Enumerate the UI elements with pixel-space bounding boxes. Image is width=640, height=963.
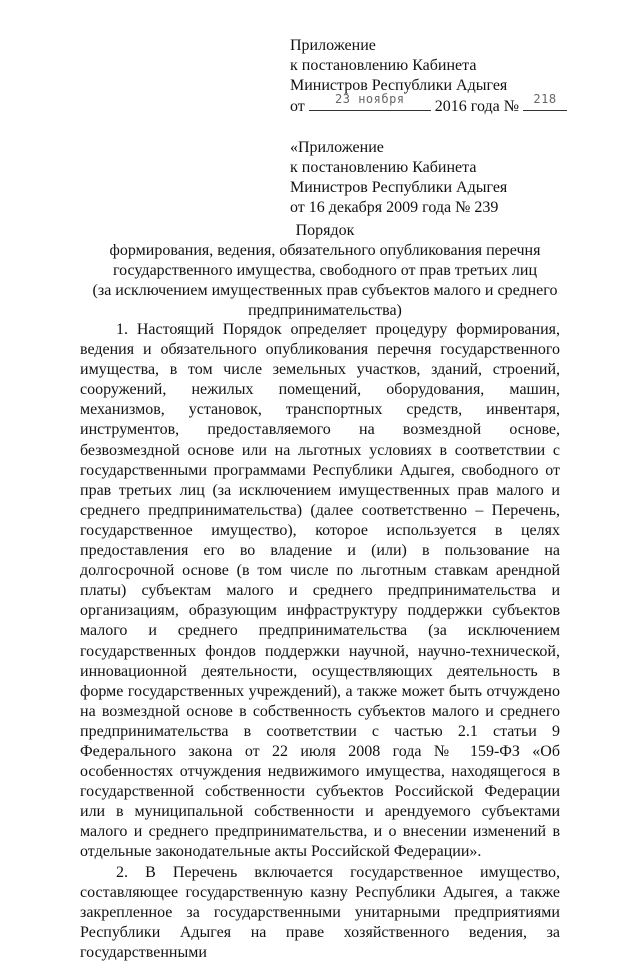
appendix-header: [290, 36, 590, 117]
number-blank: [523, 92, 567, 111]
previous-appendix-cabinet-line: Министров Республики Адыгея: [290, 179, 508, 196]
handwritten-date: 23 ноября: [335, 92, 405, 106]
handwritten-number: 218: [533, 92, 557, 106]
appendix-date-line: [290, 92, 590, 117]
paragraph-1: 1. Настоящий Порядок определяет процедуру формирования, ведения и обязательного опубликования перечня государственного имущества, в том числе земельных участков, зданий, строений, сооружений, нежилых помещений, оборудования, машин, механизмов, установок, транспортных средств, инвентаря, инструментов, предоставляемого на возмездной основе, безвозмездной основе или на льготных условиях в соответствии с государственными программами Республики Адыгея, свободного от прав третьих лиц (за исключением имущественных прав малого и среднего предпринимательства) (далее соответственно – Перечень, государственное имущество), которое используется в целях предоставления его во владение и (или) в пользование на долгосрочной основе (в том числе по льготным ставкам арендной платы) субъектам малого и среднего предпринимательства и организациям, образующим инфраструктуру поддержки субъектов малого и среднего предпринимательства (за исключением государственных фондов поддержки научной, научно-технической, инновационной деятельности, осуществляющих деятельность в форме государственных учреждений), а также может быть отчуждено на возмездной основе в собственность субъектов малого и среднего предпринимательства в соответствии с частью 2.1 статьи 9 Федерального закона от 22 июля 2008 года № 159-ФЗ «Об особенностях отчуждения недвижимого имущества, находящегося в государственной собственности субъектов Российской Федерации или в муниципальной собственности и арендуемого субъектами малого и среднего предпринимательства, и о внесении изменений в отдельные законодательные акты Российской Федерации».: [80, 321, 560, 861]
title-line-5: предпринимательства): [248, 302, 402, 319]
date-prefix: от: [290, 98, 305, 115]
date-blank: [309, 92, 431, 111]
previous-appendix-resolution-line: к постановлению Кабинета: [290, 159, 477, 176]
document-body: [80, 320, 560, 963]
date-suffix: 2016 года №: [434, 98, 519, 115]
title-word: Порядок: [295, 222, 355, 239]
appendix-resolution-line: к постановлению Кабинета: [290, 57, 477, 74]
previous-appendix-date-line: от 16 декабря 2009 года № 239: [290, 199, 499, 216]
appendix-label: Приложение: [290, 37, 376, 54]
document-title: [80, 221, 570, 321]
title-line-2: формирования, ведения, обязательного опубликования перечня: [109, 242, 541, 259]
paragraph-2: 2. В Перечень включается государственное имущество, составляющее государственную казну Республики Адыгея, а также закрепленное за государственными унитарными предприятиями Республики Адыгея на праве хозяйственного ведения, за государственными: [80, 863, 560, 961]
previous-appendix-label: «Приложение: [290, 139, 384, 156]
title-line-3: государственного имущества, свободного от прав третьих лиц: [112, 262, 538, 279]
previous-appendix: [290, 138, 590, 218]
title-line-4: (за исключением имущественных прав субъектов малого и среднего: [92, 282, 558, 299]
appendix-cabinet-line: Министров Республики Адыгея: [290, 77, 508, 94]
